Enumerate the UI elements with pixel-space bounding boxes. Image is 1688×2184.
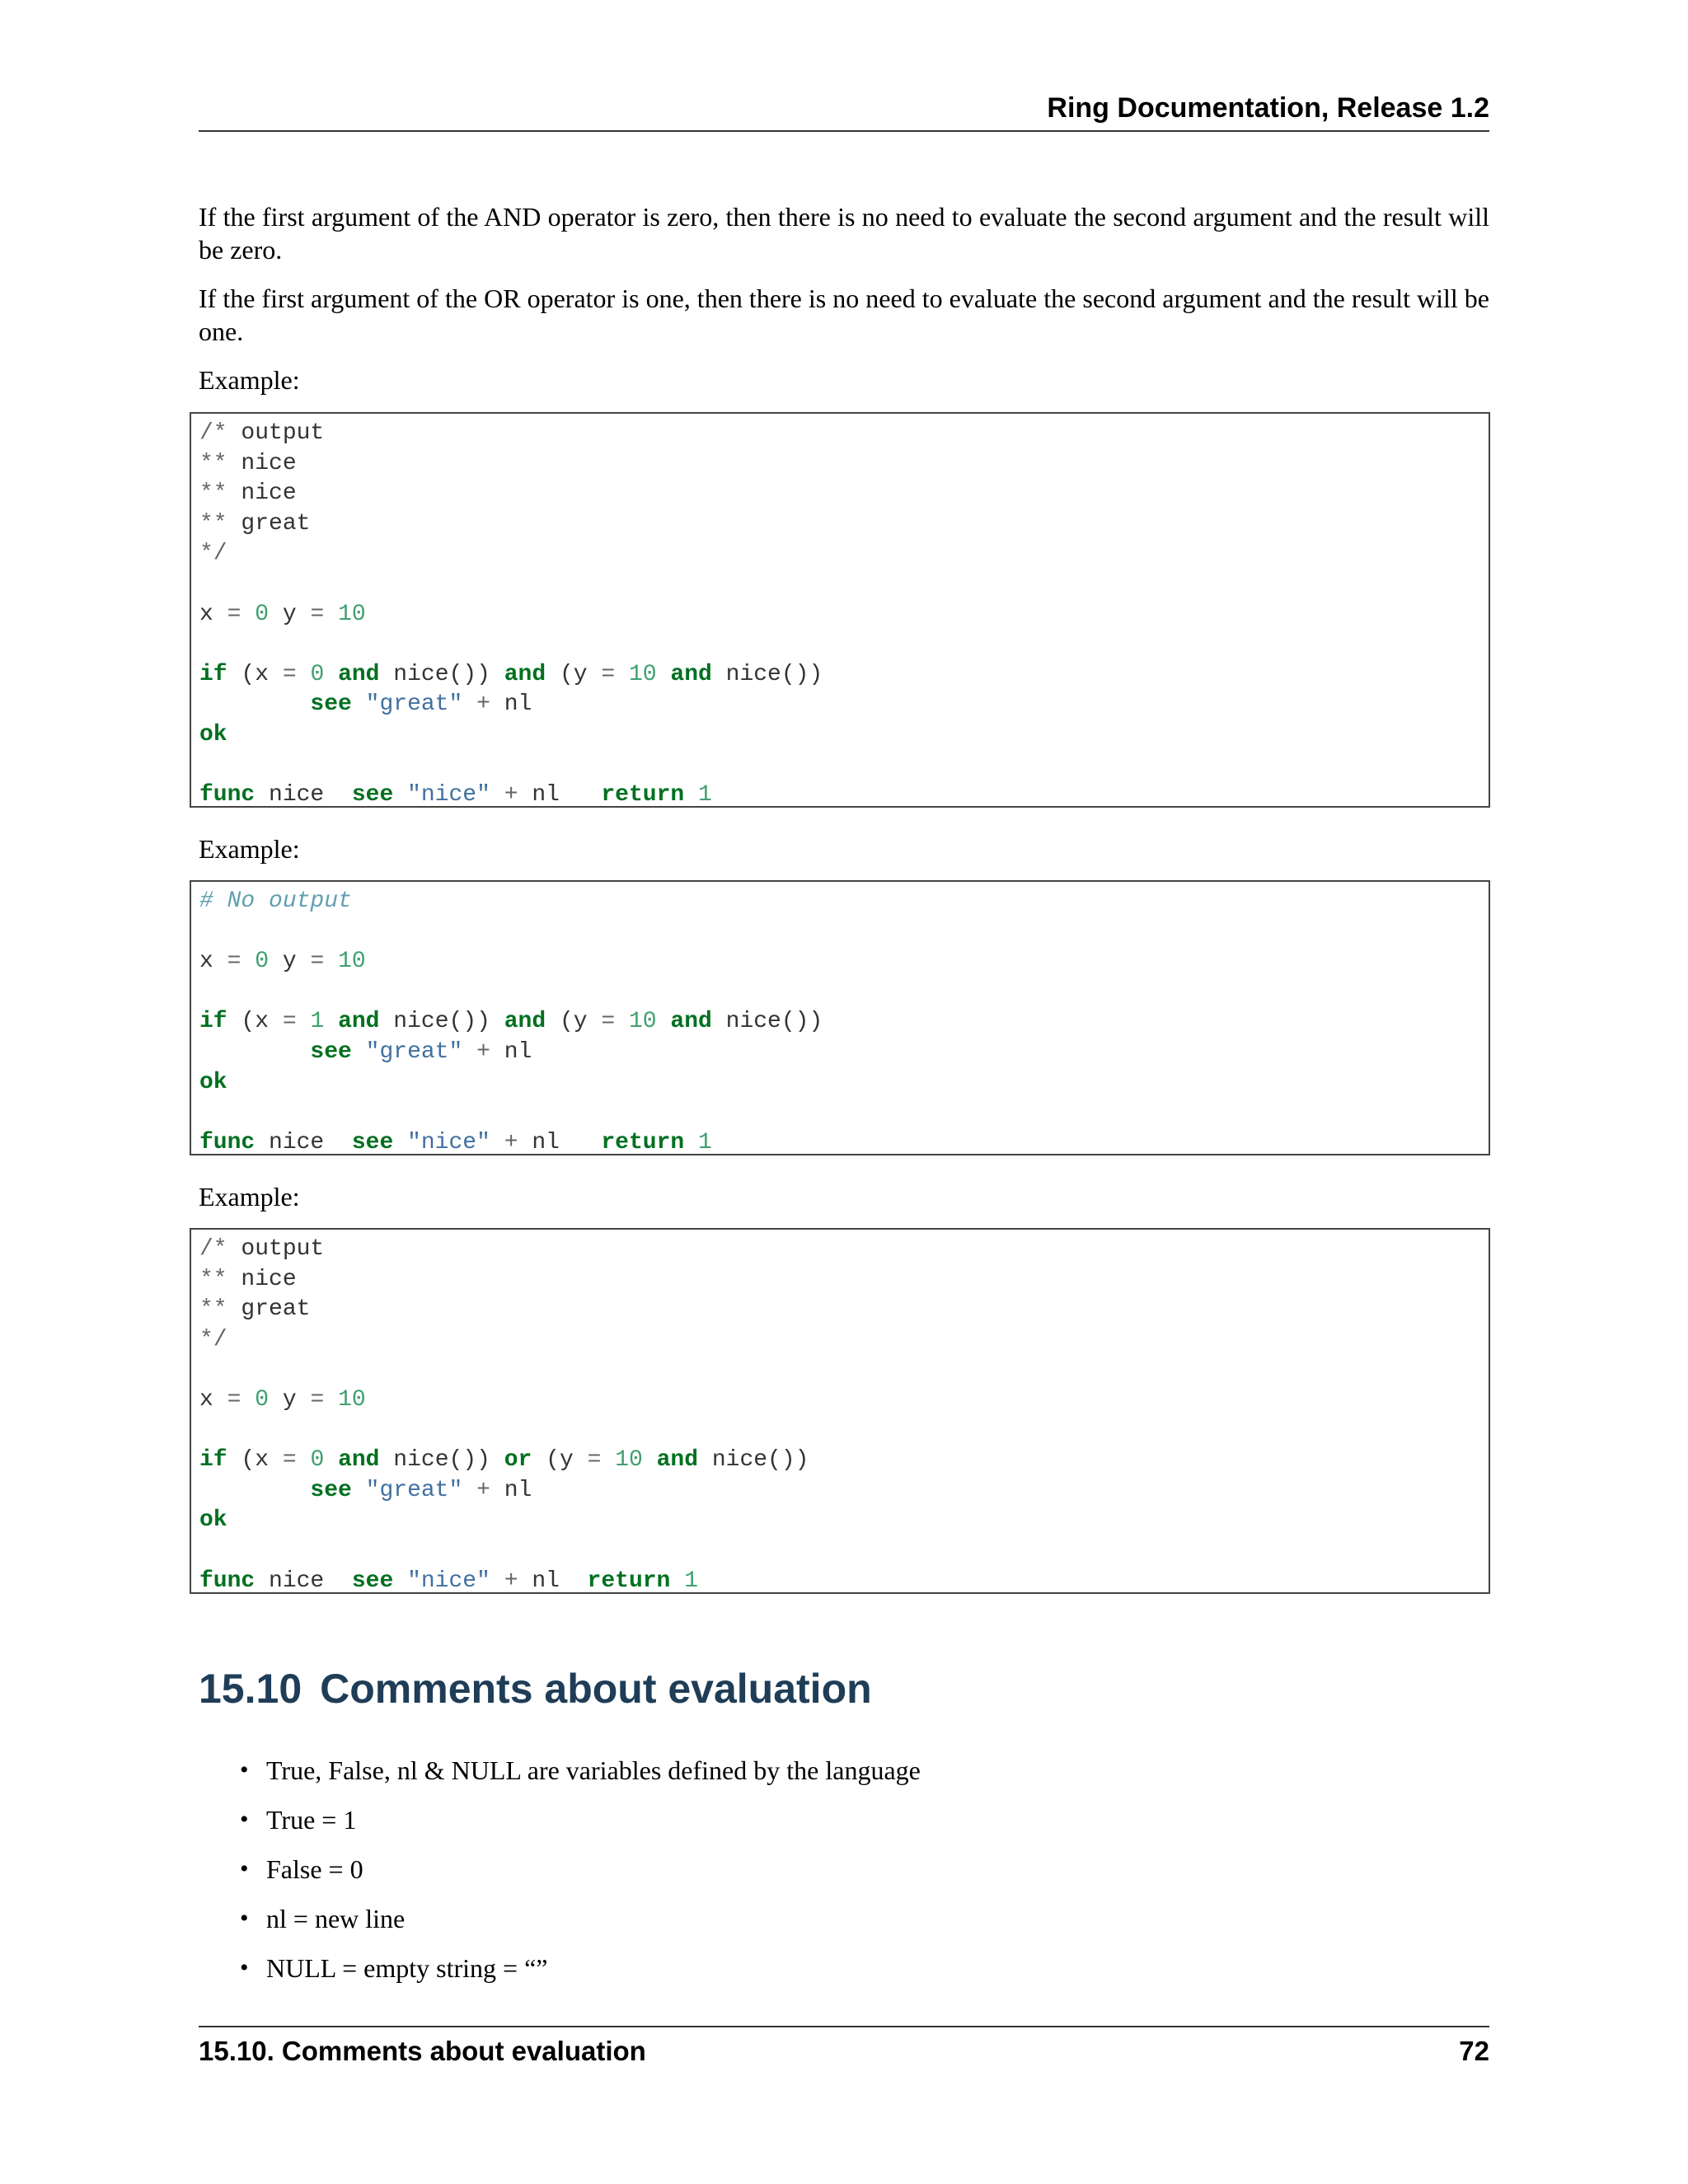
example-label-1: Example:: [199, 365, 300, 395]
list-item: • NULL = empty string = “”: [199, 1952, 921, 2001]
evaluation-bullet-list: [199, 1754, 921, 2001]
list-item: • True, False, nl & NULL are variables defined by the language: [199, 1754, 921, 1803]
footer-section-title: 15.10. Comments about evaluation: [199, 2036, 646, 2066]
footer-divider: [199, 2026, 1489, 2027]
page-number: 72: [1459, 2036, 1489, 2066]
list-item: • True = 1: [199, 1803, 921, 1853]
list-item: • nl = new line: [199, 1902, 921, 1952]
list-item: • False = 0: [199, 1853, 921, 1902]
section-title-text: Comments about evaluation: [320, 1666, 872, 1712]
code-block-1: /* output ** nice ** nice ** great */ x = 0 y = 10 if (x = 0 and nice()) and (y = 10 and nice()) see "great" + nl ok func nice see "nice" + nl return 1: [190, 412, 1490, 808]
example-label-3: Example:: [199, 1182, 300, 1212]
example-label-2: Example:: [199, 834, 300, 864]
document-title: Ring Documentation, Release 1.2: [1047, 92, 1489, 124]
code-block-3: /* output ** nice ** great */ x = 0 y = 10 if (x = 0 and nice()) or (y = 10 and nice()) see "great" + nl ok func nice see "nice" + nl return 1: [190, 1228, 1490, 1594]
section-number: 15.10: [199, 1666, 302, 1712]
intro-paragraph-and: If the first argument of the AND operator is zero, then there is no need to evaluate the second argument and the result will be zero.: [199, 202, 1489, 265]
intro-paragraph-or: If the first argument of the OR operator is one, then there is no need to evaluate the second argument and the result will be one.: [199, 284, 1489, 346]
code-block-2: # No output x = 0 y = 10 if (x = 1 and nice()) and (y = 10 and nice()) see "great" + nl ok func nice see "nice" + nl return 1: [190, 880, 1490, 1155]
running-header: [199, 92, 1489, 132]
section-heading: [199, 1665, 872, 1713]
